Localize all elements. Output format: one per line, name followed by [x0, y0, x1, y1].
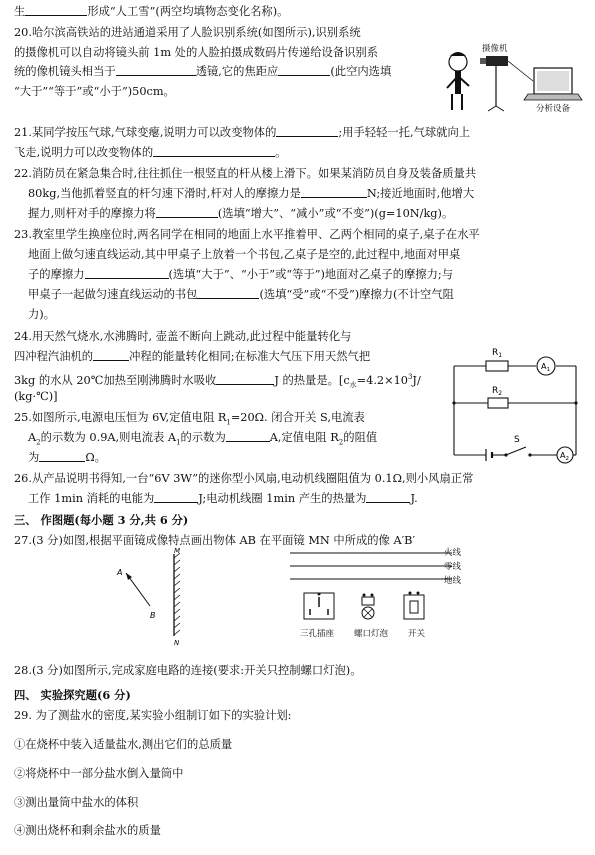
q22-line3: 握力,则杆对手的摩擦力将 (选填“增大”、“减小”或“不变”)(g=10N/kg)。: [28, 207, 454, 220]
answer-blank[interactable]: [366, 491, 410, 503]
answer-blank[interactable]: [216, 373, 274, 385]
q29-step4: ④测出烧杯和剩余盐水的质量: [14, 824, 161, 837]
parallel-circuit-diagram: [446, 340, 586, 480]
answer-blank[interactable]: [301, 186, 367, 198]
q25-line2: $A_2$的示数为 0.9A,则电流表 $A_1$的示数为 A,定值电阻 $R_2$的阻值: [28, 431, 378, 447]
face-recognition-figure: [438, 36, 588, 112]
q23-line2: 地面上做匀速直线运动,其中甲桌子上放着一个书包,乙桌子是空的,此过程中,地面对甲桌: [28, 248, 461, 261]
q23-line4: 甲桌子一起做匀速直线运动的书包 (选填“受”或“不受”)摩擦力(不计空气阻: [28, 288, 454, 301]
laptop-icon: [524, 68, 582, 100]
label-a: A: [117, 568, 123, 577]
q21-line1: 21.某同学按压气球,气球变瘪,说明力可以改变物体的 ;用手轻轻一托,气球就向上: [14, 126, 471, 139]
q29-step2: ②将烧杯中一部分盐水倒入量筒中: [14, 767, 184, 780]
neutral-wire-label: 零线: [444, 562, 462, 572]
q22-line1: 22.消防员在紧急集合时,往往抓住一根竖直的杆从楼上滑下。如果某消防员自身及装备质量共: [14, 167, 477, 180]
q20-line3: 统的像机镜头相当于 透镜,它的焦距应 (此空内选填: [14, 65, 392, 78]
label-m: M: [174, 548, 181, 555]
answer-blank[interactable]: [25, 4, 87, 16]
q20-line1: 20.哈尔滨高铁站的进站通道采用了人脸识别系统(如图所示),识别系统: [14, 26, 361, 39]
plane-mirror-figure: [112, 548, 202, 646]
r1-label: $R_1$: [492, 348, 503, 359]
switch-label: 开关: [408, 629, 426, 639]
section-4-heading: 四、 实验探究题(6 分): [14, 688, 131, 702]
battery-symbol: [486, 449, 492, 461]
section-3-heading: 三、 作图题(每小题 3 分,共 6 分): [14, 513, 189, 527]
q29-step1: ①在烧杯中装入适量盐水,测出它们的总质量: [14, 738, 233, 751]
device-label: 分析设备: [536, 104, 571, 114]
q24-line4: (kg·℃)]: [14, 390, 58, 403]
label-n: N: [174, 639, 180, 646]
q20-line2: 的摄像机可以自动将镜头前 1m 处的人脸拍摄成数码片传递给设备识别系: [14, 46, 378, 59]
answer-blank[interactable]: [278, 64, 330, 76]
q28-text: 28.(3 分)如图所示,完成家庭电路的连接(要求:开关只控制螺口灯泡)。: [14, 664, 362, 677]
answer-blank[interactable]: [154, 491, 198, 503]
answer-blank[interactable]: [226, 430, 270, 442]
answer-blank[interactable]: [197, 287, 259, 299]
q23-line3: 子的摩擦力 (选填“大于”、“小于”或“等于”)地面对乙桌子的摩擦力;与: [28, 268, 454, 281]
q25-line1: 25.如图所示,电源电压恒为 6V,定值电阻 $R_1=20\Omega$. 闭合开关 S,电流表: [14, 411, 365, 427]
q23-line5: 力)。: [28, 308, 56, 321]
socket-label: 三孔插座: [300, 629, 335, 639]
q26-line1: 26.从产品说明书得知,一台“6V 3W”的迷你型小风扇,电动机线圈阻值为 0.1Ω,则小风扇正常: [14, 472, 474, 485]
lamp-label: 螺口灯泡: [354, 629, 389, 639]
a2-label: $A_2$: [560, 451, 569, 462]
answer-blank[interactable]: [93, 349, 129, 361]
person-icon: [447, 52, 469, 110]
answer-blank[interactable]: [116, 64, 196, 76]
answer-blank[interactable]: [153, 145, 275, 157]
q22-line2: 80kg,当他抓着竖直的杆匀速下滑时,杆对人的摩擦力是 N;接近地面时,他增大: [28, 187, 475, 200]
answer-blank[interactable]: [276, 125, 338, 137]
resistor-r1: [486, 361, 508, 371]
camera-icon: [480, 56, 533, 111]
q21-line2: 飞走,说明力可以改变物体的 。: [14, 146, 287, 159]
r2-label: $R_2$: [492, 386, 503, 397]
q27-text: 27.(3 分)如图,根据平面镜成像特点画出物体 AB 在平面镜 MN 中所成的像 A′B′: [14, 534, 416, 547]
switch-icon: [404, 592, 424, 620]
q26-line2: 工作 1min 消耗的电能为 J;电动机线圈 1min 产生的热量为 J.: [28, 492, 418, 505]
q29-step3: ③测出量筒中盐水的体积: [14, 796, 139, 809]
a1-label: $A_1$: [541, 362, 550, 373]
ground-wire-label: 地线: [444, 576, 462, 586]
answer-blank[interactable]: [39, 450, 85, 462]
q24-line2: 四冲程汽油机的 冲程的能量转化相同;在标准大气压下用天然气把: [14, 350, 371, 363]
screw-bulb-icon: [362, 594, 374, 620]
q23-line1: 23.教室里学生换座位时,两名同学在相同的地面上水平推着甲、乙两个相同的桌子,桌子在水平: [14, 228, 480, 241]
label-b: B: [150, 611, 156, 620]
switch-label: S: [514, 435, 520, 445]
q19-tail: 生 形成“人工雪”(两空均填物态变化名称)。: [14, 5, 289, 18]
q29-text: 29. 为了测盐水的密度,某实验小组制订如下的实验计划:: [14, 709, 292, 722]
three-pin-socket: [304, 593, 334, 620]
camera-label: 摄像机: [482, 44, 508, 54]
answer-blank[interactable]: [156, 206, 218, 218]
q20-line4: “大于”“等于”或“小于”)50cm。: [14, 85, 175, 98]
resistor-r2: [488, 398, 508, 408]
live-wire-label: 火线: [444, 548, 462, 558]
q24-line3: 3kg 的水从 20℃加热至刚沸腾时水吸收 J 的热量是。[$c_水=4.2\times 10^3J/$: [14, 373, 421, 390]
q25-line3: 为 Ω。: [28, 451, 106, 464]
answer-blank[interactable]: [85, 267, 169, 279]
q24-line1: 24.用天然气烧水,水沸腾时, 壶盖不断向上跳动,此过程中能量转化与: [14, 330, 352, 343]
